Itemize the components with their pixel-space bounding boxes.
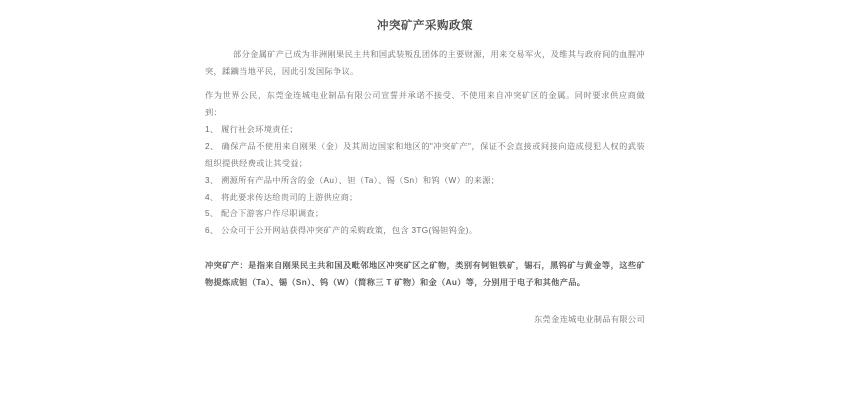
intro-paragraph: 作为世界公民，东莞金连城电业制品有限公司宣誓并承诺不接受、不使用来自冲突矿区的金属。同时要求供应商做到： [205,90,645,117]
company-signature: 东莞金连城电业制品有限公司 [534,314,645,324]
list-item: 5、 配合下游客户作尽职调查； [205,209,324,219]
list-item: 6、 公众可于公开网站获得冲突矿产的采购政策，包含 3TG(锡钽钨金)。 [205,226,478,236]
requirements-list [205,122,645,240]
list-item: 2、 确保产品不使用来自刚果（金）及其周边国家和地区的"冲突矿产"，保证不会直接或间接向造成侵犯人权的武装组织提供经费或让其受益； [205,142,645,168]
list-item: 4、 将此要求传达给贵司的上游供应商； [205,192,358,202]
document-body [205,18,645,333]
list-item: 1、 履行社会环境责任； [205,125,298,135]
page-title: 冲突矿产采购政策 [377,20,473,32]
definition-paragraph: 冲突矿产：是指来自刚果民主共和国及毗邻地区冲突矿区之矿物，类别有钶钽铁矿，锡石，黑钨矿与黄金等，这些矿物提炼成钽（Ta）、锡（Sn）、钨（W）（简称三 T 矿物）和金（Au）等，分别用于电子和其他产品。 [205,261,645,287]
lead-paragraph: 部分金属矿产已成为非洲刚果民主共和国武装叛乱团体的主要财源，用来交易军火，及维其与政府间的血腥冲突，蹂躏当地平民，因此引发国际争议。 [205,50,645,76]
list-item: 3、 溯源所有产品中所含的金（Au）、钽（Ta）、锡（Sn）和钨（W）的来源； [205,175,500,185]
